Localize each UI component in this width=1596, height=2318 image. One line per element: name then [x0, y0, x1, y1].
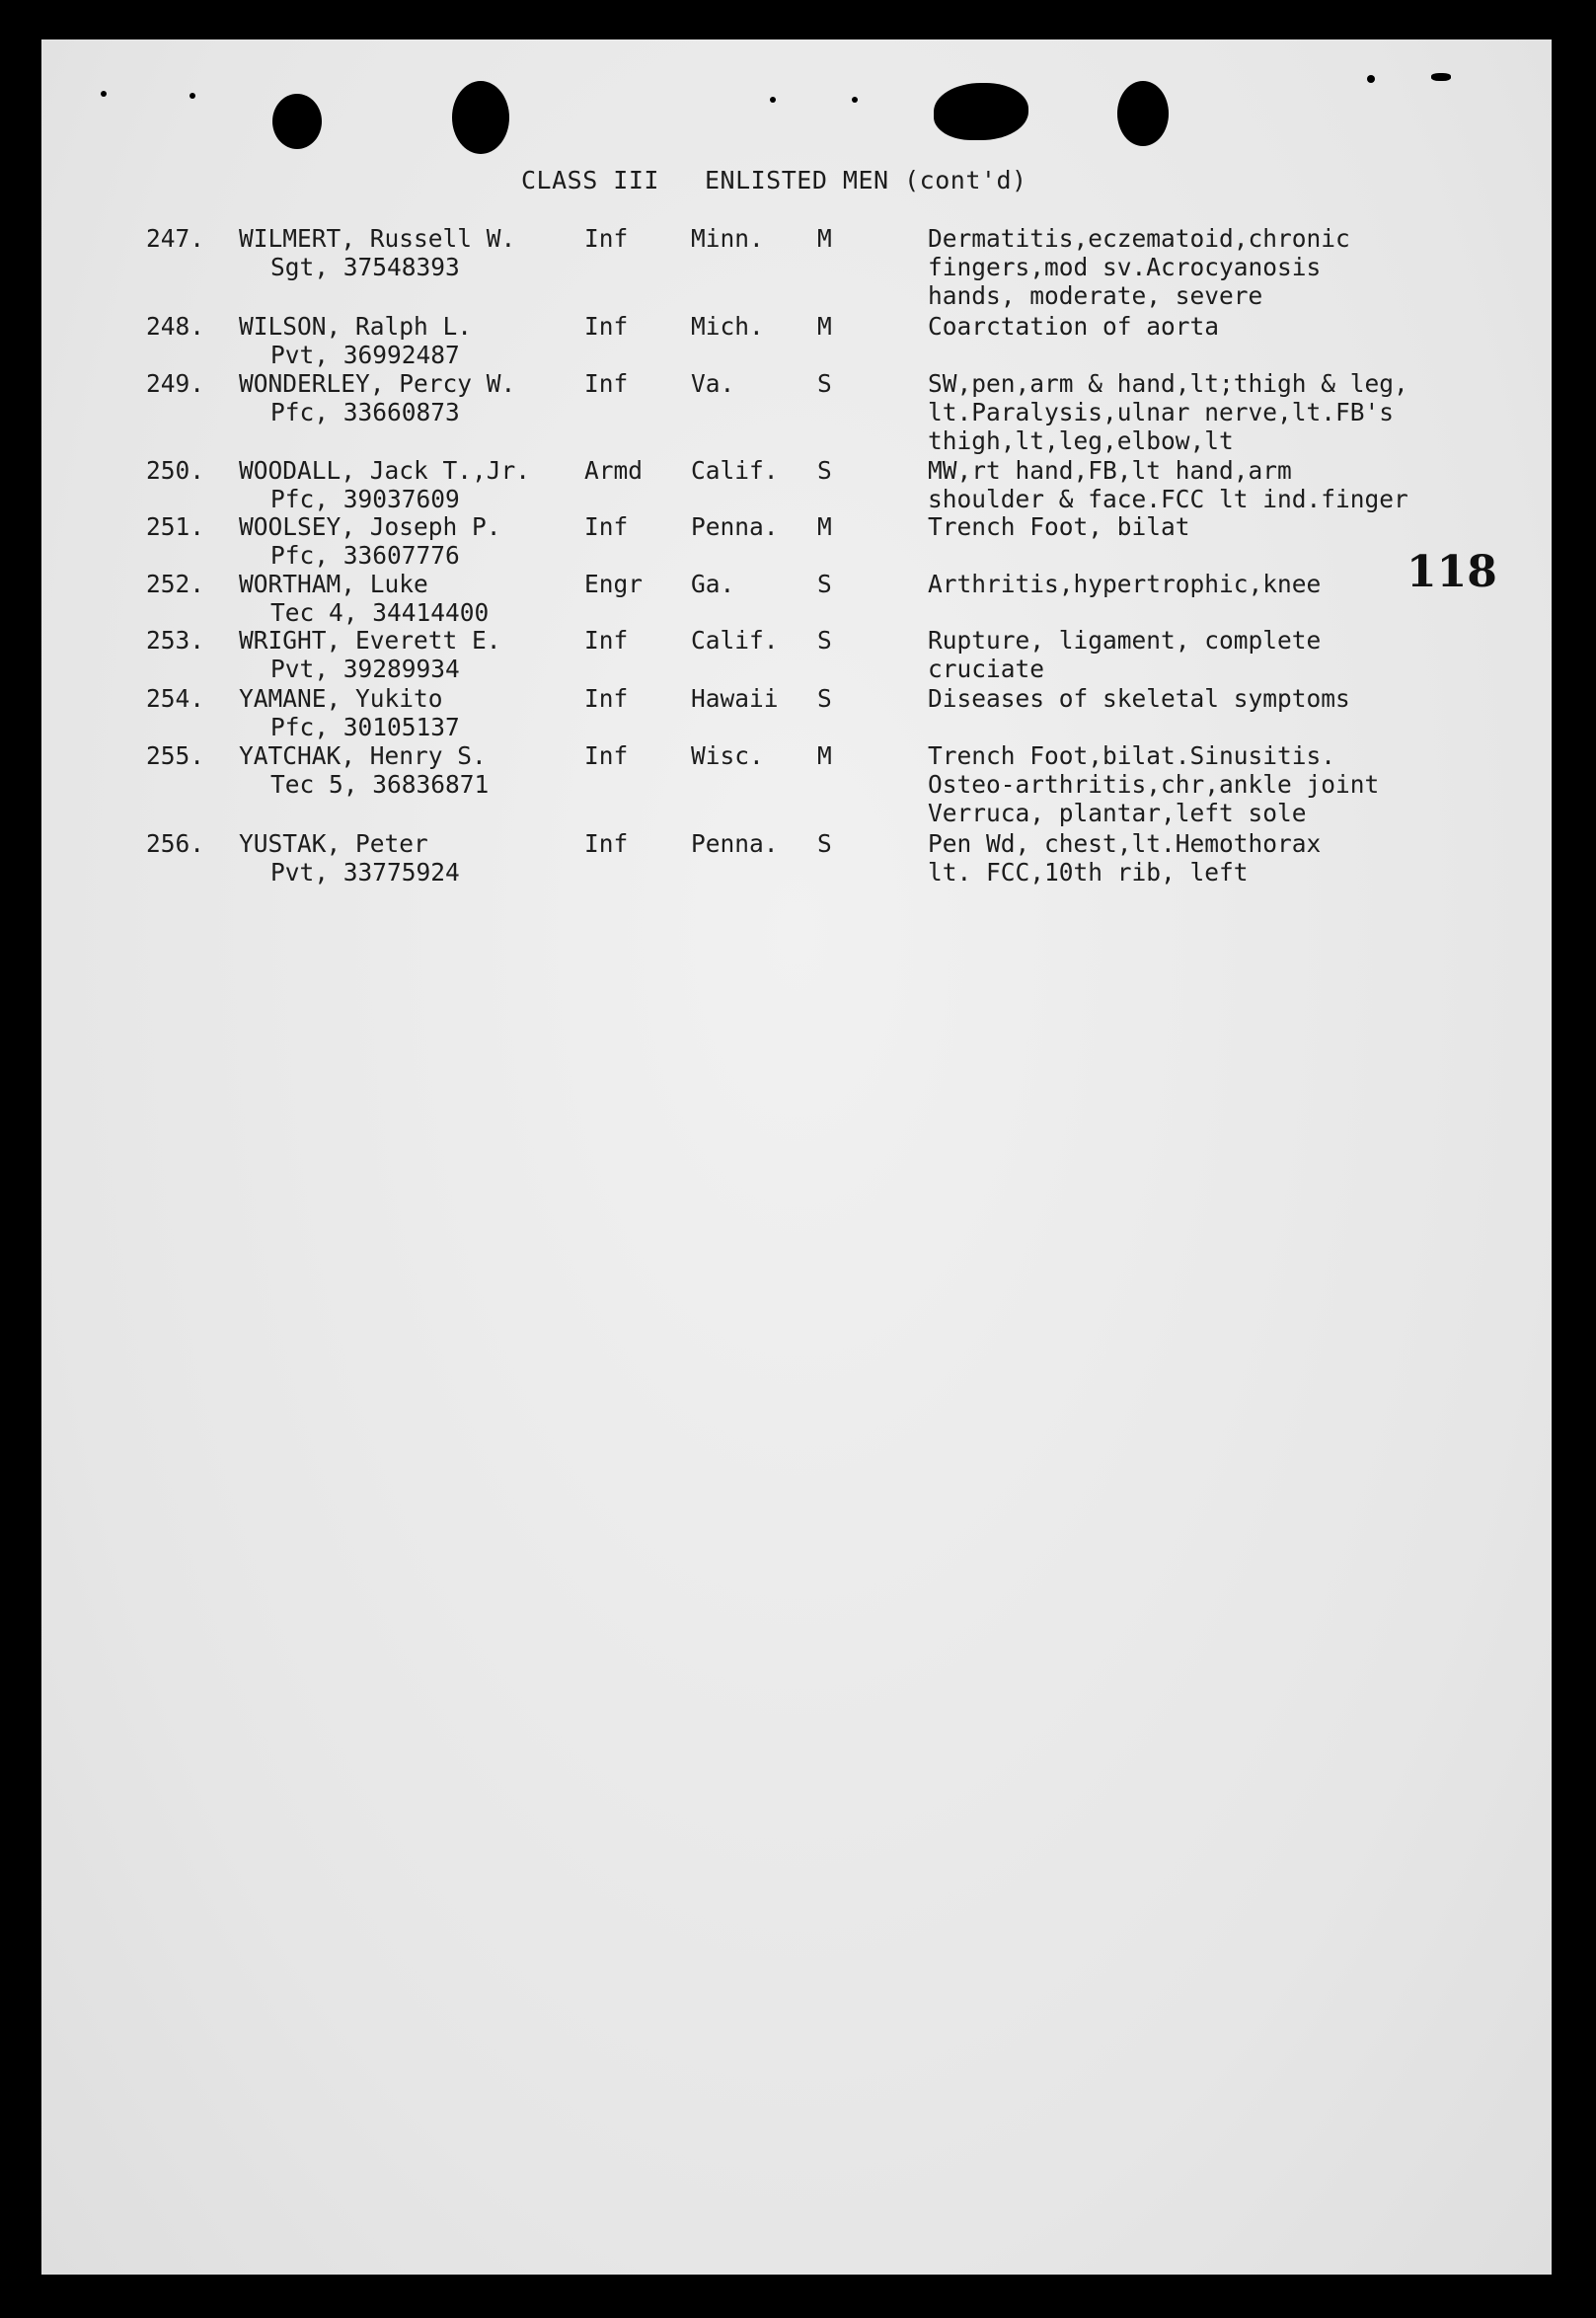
rank-serial: Tec 4, 34414400: [270, 598, 490, 627]
state: Calif.: [691, 456, 779, 485]
diagnosis-cell: [928, 456, 1408, 513]
punch-hole: [452, 81, 509, 154]
soldier-name: WILSON, Ralph L.: [239, 312, 473, 341]
soldier-name: WOODALL, Jack T.,Jr.: [239, 456, 531, 485]
diagnosis-line: Diseases of skeletal symptoms: [928, 684, 1350, 713]
rank-serial: Pvt, 36992487: [270, 341, 460, 369]
diagnosis-line: Trench Foot, bilat: [928, 512, 1190, 541]
state: Wisc.: [691, 741, 764, 770]
diagnosis-line: thigh,lt,leg,elbow,lt: [928, 426, 1234, 455]
classification: S: [817, 829, 832, 858]
punch-hole: [934, 83, 1028, 140]
branch: Armd: [584, 456, 644, 485]
rank-serial: Pvt, 33775924: [270, 858, 460, 887]
diagnosis-line: lt.Paralysis,ulnar nerve,lt.FB's: [928, 398, 1395, 426]
soldier-name-cell: [239, 369, 515, 426]
soldier-name-cell: [239, 224, 515, 281]
soldier-name: WRIGHT, Everett E.: [239, 626, 501, 655]
diagnosis-cell: [928, 512, 1190, 541]
soldier-name: YUSTAK, Peter: [239, 829, 428, 858]
entry-number: 254.: [146, 684, 205, 713]
diagnosis-line: shoulder & face.FCC lt ind.finger: [928, 485, 1408, 513]
diagnosis-line: Pen Wd, chest,lt.Hemothorax: [928, 829, 1322, 858]
branch: Inf: [584, 741, 629, 770]
entry-number: 256.: [146, 829, 205, 858]
rank-serial: Pfc, 30105137: [270, 713, 460, 741]
diagnosis-line: MW,rt hand,FB,lt hand,arm: [928, 456, 1292, 485]
state: Minn.: [691, 224, 764, 253]
class-label: CLASS III: [521, 166, 659, 194]
rank-serial: Pfc, 33607776: [270, 541, 460, 570]
entry-number: 247.: [146, 224, 205, 253]
diagnosis-line: fingers,mod sv.Acrocyanosis: [928, 253, 1322, 281]
diagnosis-line: Trench Foot,bilat.Sinusitis.: [928, 741, 1336, 770]
entry-number: 253.: [146, 626, 205, 655]
diagnosis-line: lt. FCC,10th rib, left: [928, 858, 1249, 887]
diagnosis-cell: [928, 626, 1321, 683]
diagnosis-cell: [928, 369, 1408, 455]
entry-number: 250.: [146, 456, 205, 485]
soldier-name: YAMANE, Yukito: [239, 684, 443, 713]
soldier-name-cell: [239, 626, 501, 683]
diagnosis-cell: [928, 741, 1379, 827]
diagnosis-line: Rupture, ligament, complete: [928, 626, 1322, 655]
diagnosis-cell: [928, 312, 1219, 341]
entry-number: 249.: [146, 369, 205, 398]
diagnosis-line: hands, moderate, severe: [928, 281, 1263, 310]
soldier-name: WORTHAM, Luke: [239, 570, 428, 598]
classification: S: [817, 570, 832, 598]
diagnosis-cell: [928, 570, 1321, 598]
branch: Inf: [584, 684, 629, 713]
soldier-name: YATCHAK, Henry S.: [239, 741, 487, 770]
diagnosis-line: cruciate: [928, 655, 1045, 683]
punch-hole: [272, 94, 322, 149]
soldier-name-cell: [239, 512, 501, 570]
entry-number: 255.: [146, 741, 205, 770]
branch: Inf: [584, 512, 629, 541]
state: Va.: [691, 369, 735, 398]
state: Hawaii: [691, 684, 779, 713]
classification: S: [817, 684, 832, 713]
branch: Inf: [584, 224, 629, 253]
state: Mich.: [691, 312, 764, 341]
soldier-name: WONDERLEY, Percy W.: [239, 369, 516, 398]
soldier-name-cell: [239, 570, 489, 627]
rank-serial: Pfc, 33660873: [270, 398, 460, 426]
classification: M: [817, 512, 832, 541]
soldier-name-cell: [239, 456, 530, 513]
diagnosis-line: Verruca, plantar,left sole: [928, 799, 1307, 827]
soldier-name-cell: [239, 684, 460, 741]
rank-serial: Tec 5, 36836871: [270, 770, 490, 799]
diagnosis-cell: [928, 829, 1321, 887]
diagnosis-line: Coarctation of aorta: [928, 312, 1220, 341]
soldier-name-cell: [239, 829, 460, 887]
classification: M: [817, 312, 832, 341]
diagnosis-line: Arthritis,hypertrophic,knee: [928, 570, 1322, 598]
classification: M: [817, 741, 832, 770]
group-label: ENLISTED MEN (cont'd): [704, 166, 1027, 194]
classification: M: [817, 224, 832, 253]
classification: S: [817, 626, 832, 655]
soldier-name-cell: [239, 312, 472, 369]
entry-number: 252.: [146, 570, 205, 598]
section-header: [521, 166, 1073, 194]
rank-serial: Pfc, 39037609: [270, 485, 460, 513]
soldier-name: WOOLSEY, Joseph P.: [239, 512, 501, 541]
punch-hole: [1117, 81, 1169, 146]
branch: Inf: [584, 312, 629, 341]
diagnosis-line: SW,pen,arm & hand,lt;thigh & leg,: [928, 369, 1408, 398]
diagnosis-line: Osteo-arthritis,chr,ankle joint: [928, 770, 1380, 799]
rank-serial: Sgt, 37548393: [270, 253, 460, 281]
speck: [101, 91, 107, 97]
diagnosis-cell: [928, 684, 1350, 713]
diagnosis-cell: [928, 224, 1350, 310]
classification: S: [817, 456, 832, 485]
state: Ga.: [691, 570, 735, 598]
soldier-name: WILMERT, Russell W.: [239, 224, 516, 253]
state: Penna.: [691, 829, 779, 858]
rank-serial: Pvt, 39289934: [270, 655, 460, 683]
diagnosis-line: Dermatitis,eczematoid,chronic: [928, 224, 1350, 253]
state: Penna.: [691, 512, 779, 541]
speck: [1431, 73, 1451, 81]
entry-number: 251.: [146, 512, 205, 541]
branch: Inf: [584, 829, 629, 858]
branch: Inf: [584, 626, 629, 655]
branch: Engr: [584, 570, 644, 598]
entry-number: 248.: [146, 312, 205, 341]
speck: [770, 97, 776, 103]
state: Calif.: [691, 626, 779, 655]
speck: [852, 97, 858, 103]
branch: Inf: [584, 369, 629, 398]
speck: [190, 93, 195, 99]
soldier-name-cell: [239, 741, 489, 799]
classification: S: [817, 369, 832, 398]
speck: [1367, 75, 1375, 83]
page-number: 118: [1406, 547, 1497, 597]
